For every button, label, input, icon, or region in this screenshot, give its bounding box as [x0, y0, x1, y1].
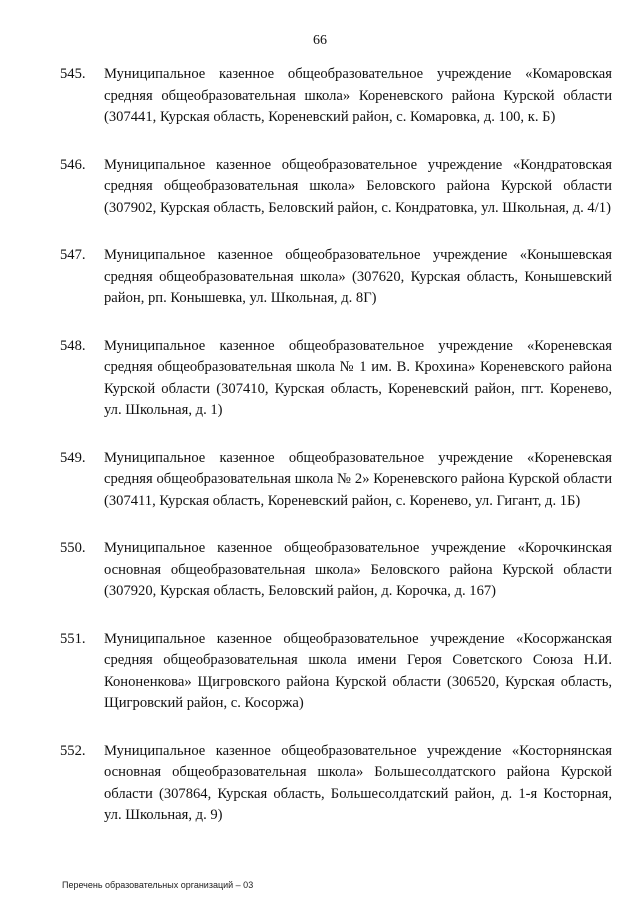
list-item: [60, 448, 612, 513]
item-number: 547.: [60, 247, 86, 263]
item-number: 548.: [60, 337, 86, 354]
list-item: [60, 741, 612, 827]
organization-list: [60, 64, 612, 853]
item-number: 551.: [60, 630, 86, 647]
list-item: [60, 336, 612, 422]
item-number: 552.: [60, 742, 86, 759]
item-text: Муниципальное казенное общеобразовательное учреждение «Корочкинская основная общеобразовательная школа» Беловского района Курской области (307920, Курская область, Беловский район, д. Корочка, д. 167): [104, 540, 612, 599]
item-text: Муниципальное казенное общеобразовательное учреждение «Конышевская средняя общеобразовательная школа» (307620, Курская область, Конышевский район, рп. Конышевка, ул. Школьная, д. 8Г): [104, 247, 612, 306]
list-item: [60, 629, 612, 715]
item-number: 546.: [60, 156, 86, 173]
list-item: [60, 538, 612, 603]
list-item: [60, 64, 612, 129]
item-text: Муниципальное казенное общеобразовательное учреждение «Кореневская средняя общеобразовательная школа № 1 им. В. Крохина» Кореневского района Курской области (307410, Курская область, Кореневский район, пгт. Коренево, ул. Школьная, д. 1): [104, 337, 612, 418]
list-item: [60, 245, 612, 310]
page-footer: Перечень образовательных организаций – 03: [62, 880, 254, 890]
item-text: Муниципальное казенное общеобразовательное учреждение «Косоржанская средняя общеобразовательная школа имени Героя Советского Союза Н.И. Кононенкова» Щигровского района Курской области (306520, Курская область, Щигровский район, с. Косоржа): [104, 630, 612, 711]
item-text: Муниципальное казенное общеобразовательное учреждение «Косторнянская основная общеобразовательная школа» Большесолдатского района Курской области (307864, Курская область, Большесолдатский район, д. 1-я Косторная, ул. Школьная, д. 9): [104, 742, 612, 823]
item-number: 545.: [60, 66, 86, 82]
item-number: 549.: [60, 449, 86, 466]
item-number: 550.: [60, 540, 86, 556]
list-item: [60, 155, 612, 220]
page-number: 66: [313, 33, 327, 48]
item-text: Муниципальное казенное общеобразовательное учреждение «Комаровская средняя общеобразовательная школа» Кореневского района Курской области (307441, Курская область, Кореневский район, с. Комаровка, д. 100, к. Б): [104, 66, 612, 125]
item-text: Муниципальное казенное общеобразовательное учреждение «Кондратовская средняя общеобразовательная школа» Беловского района Курской области (307902, Курская область, Беловский район, с. Кондратовка, ул. Школьная, д. 4/1): [104, 156, 612, 216]
item-text: Муниципальное казенное общеобразовательное учреждение «Кореневская средняя общеобразовательная школа № 2» Кореневского района Курской области (307411, Курская область, Кореневский район, с. Коренево, ул. Гигант, д. 1Б): [104, 449, 612, 509]
